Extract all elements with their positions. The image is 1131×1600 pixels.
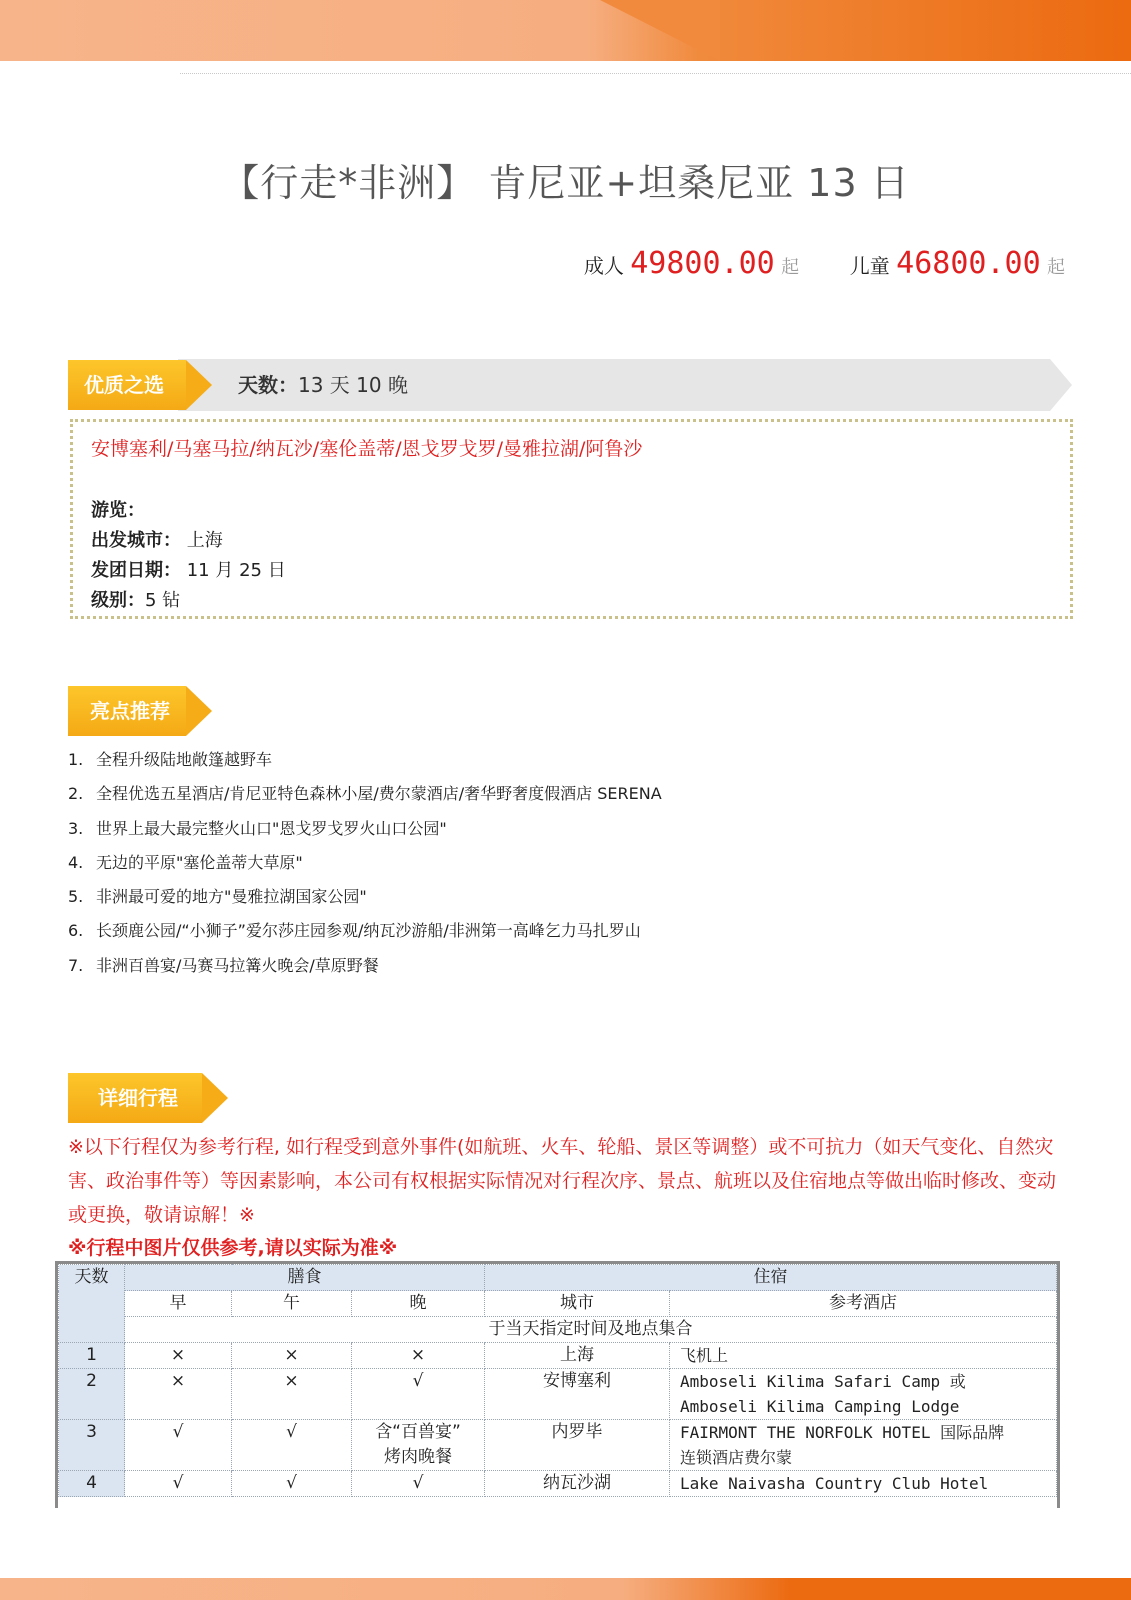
itinerary-tag: 详细行程 [68, 1073, 202, 1123]
page-title: 【行走*非洲】 肯尼亚+坦桑尼亚 13 日 [221, 161, 910, 205]
list-item: 7. 非洲百兽宴/马赛马拉篝火晚会/草原野餐 [68, 955, 379, 975]
list-item: 6. 长颈鹿公园/“小狮子”爱尔莎庄园参观/纳瓦沙游船/非洲第一高峰乞力马扎罗山 [68, 921, 641, 941]
highlights-list [68, 748, 662, 988]
quality-tag-arrow [186, 360, 212, 410]
itinerary-table [55, 1261, 1060, 1508]
date-line [91, 556, 286, 582]
header-city: 城市 [485, 1291, 670, 1317]
tour-line [91, 496, 145, 522]
table-row: 1 × × × 上海 飞机上 [59, 1343, 1057, 1369]
list-item: 5. 非洲最可爱的地方"曼雅拉湖国家公园" [68, 887, 367, 907]
highlights-tag: 亮点推荐 [68, 686, 186, 736]
days-label: 天数： [238, 373, 298, 397]
header-meal: 膳食 [125, 1265, 485, 1291]
image-notice: ※行程中图片仅供参考,请以实际为准※ [68, 1237, 398, 1259]
header-hotel: 参考酒店 [670, 1291, 1057, 1317]
child-price: 46800.00 [896, 246, 1041, 281]
days-value: 13 天 10 晚 [298, 373, 408, 397]
days-info [238, 359, 408, 411]
route-text: 安博塞利/马塞马拉/纳瓦沙/塞伦盖蒂/恩戈罗戈罗/曼雅拉湖/阿鲁沙 [91, 438, 643, 460]
city-label: 出发城市： [91, 530, 181, 551]
tour-label: 游览： [91, 500, 145, 521]
adult-price: 49800.00 [630, 246, 775, 281]
header-bar [0, 0, 1131, 61]
list-item: 1. 全程升级陆地敞篷越野车 [68, 750, 273, 769]
city-value: 上海 [181, 530, 223, 551]
child-qi: 起 [1047, 257, 1065, 278]
adult-label: 成人 [583, 254, 624, 278]
table-row: 4 √ √ √ 纳瓦沙湖 Lake Naivasha Country Club Hotel [59, 1471, 1057, 1497]
adult-qi: 起 [781, 257, 800, 278]
level-value: 5 钻 [145, 590, 181, 611]
list-item: 3. 世界上最大最完整火山口"恩戈罗戈罗火山口公园" [68, 818, 447, 838]
footer-bar [0, 1578, 1131, 1600]
itinerary-tag-arrow [202, 1073, 228, 1123]
price-block [584, 246, 1065, 281]
date-value: 11 月 25 日 [181, 560, 286, 581]
banner-arrow [1050, 359, 1072, 411]
level-line [91, 586, 180, 612]
itinerary-notice: ※以下行程仅为参考行程, 如行程受到意外事件(如航班、火车、轮船、景区等调整）或不可抗力（如天气变化、自然灾害、政治事件等）等因素影响，本公司有权根据实际情况对行程次序、景点、航班以及住宿地点等做出临时修改、变动或更换，敬请谅解！※ [68, 1136, 1057, 1226]
days-banner [68, 359, 1070, 411]
gather-row: 于当天指定时间及地点集合 [125, 1317, 1057, 1343]
table-row: 2 × × √ 安博塞利 Amboseli Kilima Safari Camp 或 Amboseli Kilima Camping Lodge [59, 1369, 1057, 1420]
header-breakfast: 早 [125, 1291, 232, 1317]
header-decoration [600, 0, 720, 61]
table-row: 3 √ √ 含“百兽宴” 烤肉晚餐 内罗毕 FAIRMONT THE NORFOLK HOTEL 国际品牌 连锁酒店费尔蒙 [59, 1420, 1057, 1471]
quality-tag: 优质之选 [68, 360, 186, 410]
child-label: 儿童 [849, 254, 890, 278]
header-stay: 住宿 [485, 1265, 1057, 1291]
divider [180, 73, 1131, 74]
header-day: 天数 [59, 1265, 125, 1343]
header-lunch: 午 [232, 1291, 352, 1317]
highlights-tag-arrow [186, 686, 212, 736]
list-item: 2. 全程优选五星酒店/肯尼亚特色森林小屋/费尔蒙酒店/奢华野奢度假酒店 SERENA [68, 784, 662, 804]
header-dinner: 晚 [352, 1291, 485, 1317]
city-line [91, 526, 223, 552]
info-box [70, 419, 1073, 619]
date-label: 发团日期： [91, 560, 181, 581]
level-label: 级别： [91, 590, 145, 611]
list-item: 4. 无边的平原"塞伦盖蒂大草原" [68, 852, 303, 872]
